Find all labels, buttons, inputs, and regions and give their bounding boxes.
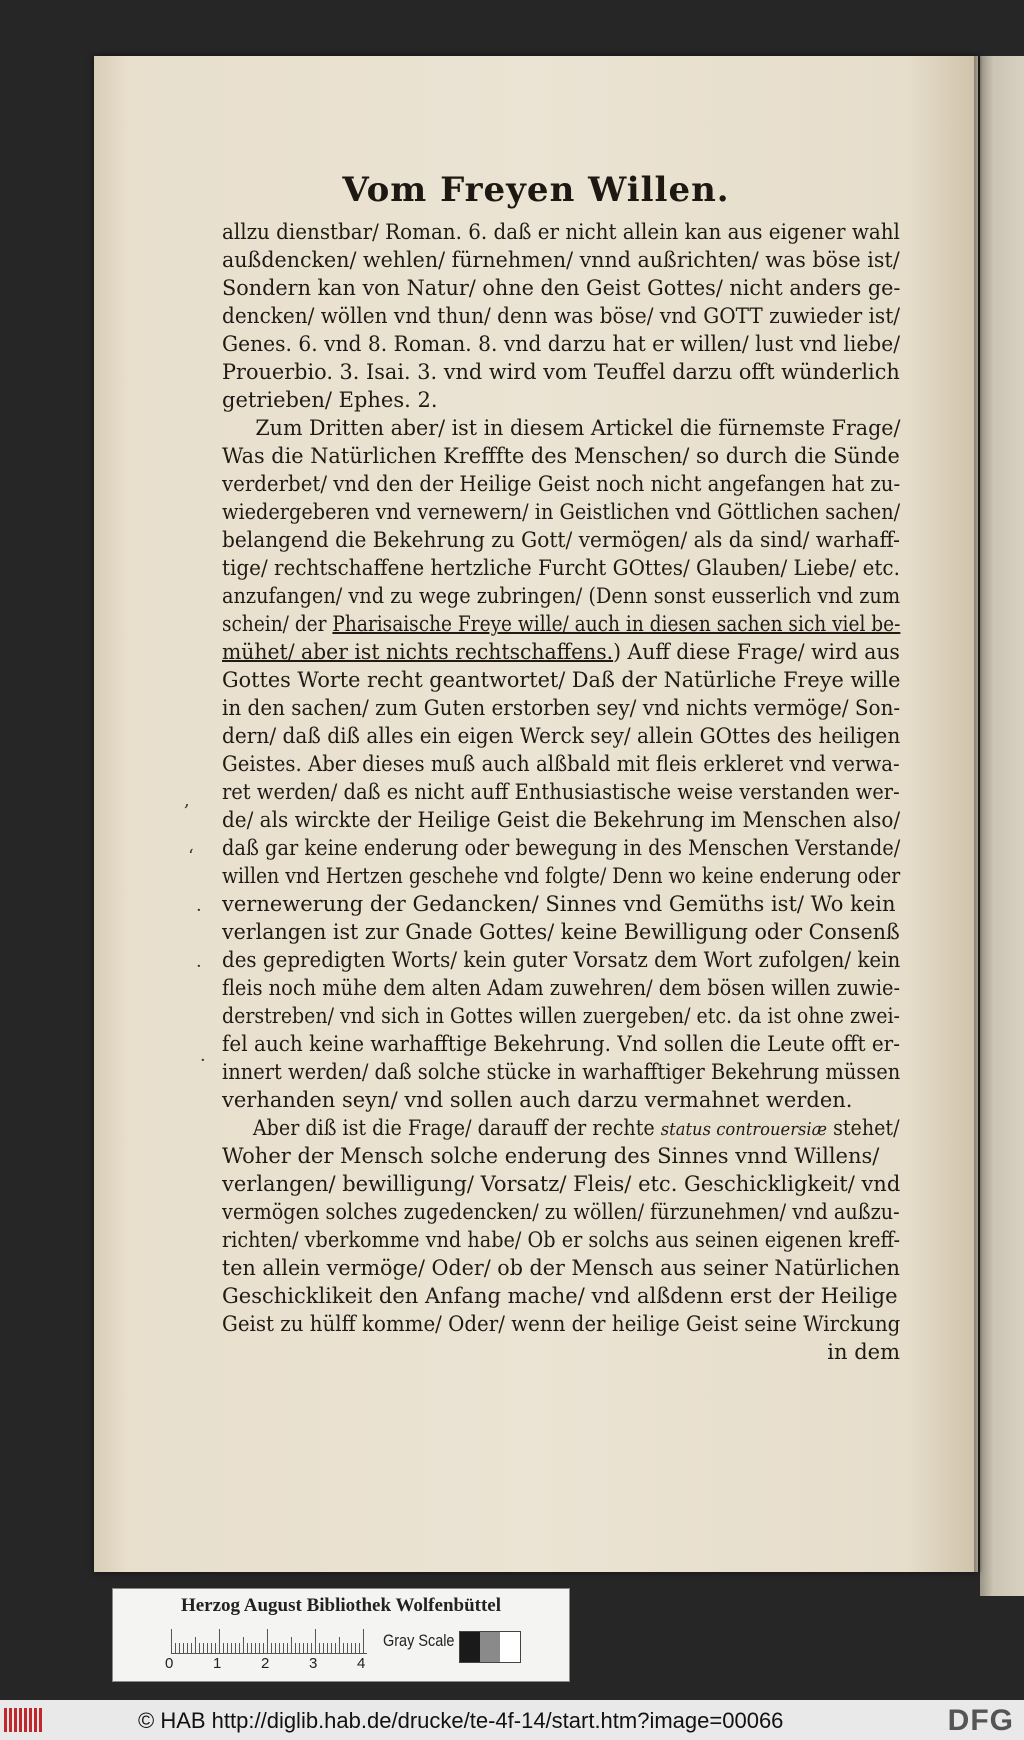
ruler-tick: [359, 1643, 360, 1653]
ruler-label: 3: [309, 1655, 318, 1672]
ruler-tick: [311, 1643, 312, 1653]
ruler-tick: [279, 1643, 280, 1653]
text-line: innert werden/ daß solche stücke in warhafftiger Bekehrung müssen: [222, 1060, 901, 1084]
text-line: Zum Dritten aber/ ist in diesem Artickel die fürnemste Frage/: [255, 416, 901, 440]
text-line: in dem: [827, 1340, 900, 1364]
ruler-label: 1: [213, 1655, 222, 1672]
text-line: Gottes Worte recht geantwortet/ Daß der Natürliche Freye wille: [222, 668, 901, 692]
running-head: Vom Freyen Willen.: [342, 170, 730, 210]
ruler-tick: [175, 1643, 176, 1653]
text-line: Was die Natürlichen Krefffte des Menschen/ so durch die Sünde: [222, 444, 900, 468]
ruler-tick: [275, 1643, 276, 1653]
text-line: in den sachen/ zum Guten erstorben sey/ vnd nichts vermöge/ Son-: [222, 696, 901, 720]
ruler-tick: [299, 1643, 300, 1653]
ruler-tick: [215, 1643, 216, 1653]
underlined-phrase: mühet/ aber ist nichts rechtschaffens.: [222, 640, 614, 664]
ruler-tick: [307, 1643, 308, 1653]
dfg-logo: DFG: [947, 1704, 1014, 1737]
gray-scale-card: [112, 1588, 570, 1682]
text-line: dern/ daß diß alles ein eigen Werck sey/ allein GOttes des heiligen: [222, 724, 901, 748]
ruler-tick: [259, 1643, 260, 1653]
ruler-tick: [219, 1629, 220, 1653]
text-line: allzu dienstbar/ Roman. 6. daß er nicht allein kan aus eigener wahl: [222, 220, 900, 244]
text-line: willen vnd Hertzen geschehe vnd folgte/ Denn wo keine enderung oder: [222, 864, 901, 888]
text-line: Geistes. Aber dieses muß auch alßbald mit fleis erkleret vnd verwa-: [222, 752, 900, 776]
ruler-tick: [235, 1643, 236, 1653]
ruler-tick: [339, 1637, 340, 1653]
ruler-tick: [243, 1637, 244, 1653]
text-line: schein/ der Pharisaische Freye wille/ auch in diesen sachen sich viel be-: [222, 612, 901, 636]
footer-url[interactable]: © HAB http://diglib.hab.de/drucke/te-4f-14/start.htm?image=00066: [138, 1708, 784, 1733]
ruler-tick: [327, 1643, 328, 1653]
text-line: verlangen ist zur Gnade Gottes/ keine Bewilligung oder Consenß: [222, 920, 900, 944]
hab-logo-icon: [4, 1708, 44, 1732]
ruler-tick: [231, 1643, 232, 1653]
ruler-tick: [251, 1643, 252, 1653]
ruler-tick: [223, 1643, 224, 1653]
text-line: wiedergeberen vnd vernewern/ in Geistlichen vnd Göttlichen sachen/: [222, 500, 901, 524]
ruler-tick: [295, 1643, 296, 1653]
text-line: belangend die Bekehrung zu Gott/ vermögen/ als da sind/ warhaff-: [222, 528, 900, 552]
ruler-tick: [363, 1629, 364, 1653]
text-line: außdencken/ wehlen/ fürnehmen/ vnnd außrichten/ was böse ist/: [222, 248, 900, 272]
ruler-tick: [187, 1643, 188, 1653]
swatch-dark: [460, 1632, 480, 1662]
text-line: Sondern kan von Natur/ ohne den Geist Gottes/ nicht anders ge-: [222, 276, 901, 300]
text-line: Geist zu hülff komme/ Oder/ wenn der heilige Geist seine Wirckung: [222, 1312, 901, 1336]
text-line: Prouerbio. 3. Isai. 3. vnd wird vom Teuffel darzu offt wünderlich: [222, 360, 900, 384]
ruler-tick: [335, 1643, 336, 1653]
ruler-tick: [263, 1643, 264, 1653]
text-line: verlangen/ bewilligung/ Vorsatz/ Fleis/ etc. Geschickligkeit/ vnd: [222, 1172, 901, 1196]
ruler-tick: [227, 1643, 228, 1653]
ruler-tick: [255, 1643, 256, 1653]
ruler-tick: [195, 1637, 196, 1653]
ruler-tick: [319, 1643, 320, 1653]
swatch-mid: [480, 1632, 500, 1662]
text-line: de/ als wirckte der Heilige Geist die Bekehrung im Menschen also/: [222, 808, 901, 832]
swatch-light: [500, 1632, 520, 1662]
ruler-tick: [191, 1643, 192, 1653]
text-line: Geschicklikeit den Anfang mache/ vnd alßdenn erst der Heilige: [222, 1284, 898, 1308]
italic-phrase: status controuersiæ: [660, 1119, 828, 1140]
ruler-tick: [267, 1629, 268, 1653]
underlined-phrase: Pharisaische Freye wille/ auch in diesen sachen sich viel be-: [332, 612, 901, 636]
ruler-tick: [351, 1643, 352, 1653]
text-line: Genes. 6. vnd 8. Roman. 8. vnd darzu hat er willen/ lust vnd liebe/: [222, 332, 901, 356]
text-line: anzufangen/ vnd zu wege zubringen/ (Denn sonst eusserlich vnd zum: [222, 584, 901, 608]
ruler-tick: [291, 1637, 292, 1653]
ruler-tick: [199, 1643, 200, 1653]
text-line: ret werden/ daß es nicht auff Enthusiastische weise verstanden wer-: [222, 780, 900, 804]
ruler-label: 2: [261, 1655, 270, 1672]
text-line: verhanden seyn/ vnd sollen auch darzu vermahnet werden.: [222, 1088, 853, 1112]
ruler-tick: [303, 1643, 304, 1653]
gray-scale-label: Gray Scale: [383, 1631, 455, 1650]
ruler-tick: [207, 1643, 208, 1653]
ruler-tick: [171, 1629, 172, 1653]
ruler-tick: [179, 1643, 180, 1653]
ruler-tick: [239, 1643, 240, 1653]
card-title: Herzog August Bibliothek Wolfenbüttel: [180, 1595, 502, 1616]
page-gutter-shadow: [974, 56, 982, 1572]
ruler-tick: [203, 1643, 204, 1653]
margin-mark: ·: [196, 900, 202, 921]
ruler-tick: [323, 1643, 324, 1653]
ruler-tick: [355, 1643, 356, 1653]
text-line: Aber diß ist die Frage/ darauff der rechte status controuersiæ stehet/: [252, 1116, 900, 1140]
text-line: vermögen solches zugedencken/ zu wöllen/ fürzunehmen/ vnd außzu-: [222, 1200, 900, 1224]
gray-swatches: [459, 1631, 521, 1663]
text-line: dencken/ wöllen vnd thun/ denn was böse/ vnd GOTT zuwieder ist/: [222, 304, 900, 328]
text-line: derstreben/ vnd sich in Gottes willen zuergeben/ etc. da ist ohne zwei-: [222, 1004, 900, 1028]
text-line: vernewerung der Gedancken/ Sinnes vnd Gemüths ist/ Wo kein: [222, 892, 896, 916]
margin-mark: ·: [196, 956, 202, 977]
ruler-tick: [347, 1643, 348, 1653]
text-line: fel auch keine warhafftige Bekehrung. Vnd sollen die Leute offt er-: [222, 1032, 900, 1056]
ruler: [171, 1627, 367, 1654]
text-line: des gepredigten Worts/ kein guter Vorsatz dem Wort zufolgen/ kein: [222, 948, 901, 972]
text-line: mühet/ aber ist nichts rechtschaffens.) Auff diese Frage/ wird aus: [222, 640, 900, 664]
margin-mark: ‘: [188, 846, 194, 867]
ruler-tick: [343, 1643, 344, 1653]
ruler-tick: [247, 1643, 248, 1653]
text-line: getrieben/ Ephes. 2.: [222, 388, 438, 412]
text-line: ten allein vermöge/ Oder/ ob der Mensch aus seiner Natürlichen: [222, 1256, 900, 1280]
ruler-tick: [331, 1643, 332, 1653]
text-line: daß gar keine enderung oder bewegung in des Menschen Verstande/: [222, 836, 901, 860]
ruler-label: 0: [165, 1655, 174, 1672]
ruler-label: 4: [357, 1655, 366, 1672]
ruler-labels: [165, 1655, 385, 1675]
text-line: richten/ vberkomme vnd habe/ Ob er solchs aus seinen eigenen kreff-: [222, 1228, 900, 1252]
ruler-tick: [183, 1643, 184, 1653]
text-line: tige/ rechtschaffene hertzliche Furcht GOttes/ Glauben/ Liebe/ etc.: [222, 556, 900, 580]
ruler-tick: [287, 1643, 288, 1653]
body-text: [222, 218, 900, 1366]
text-line: Woher der Mensch solche enderung des Sinnes vnnd Willens/: [222, 1144, 880, 1168]
adjacent-page-edge: [980, 56, 1024, 1596]
margin-mark: ·: [200, 1050, 206, 1071]
text-line: fleis noch mühe dem alten Adam zuwehren/ dem bösen willen zuwie-: [222, 976, 901, 1000]
ruler-tick: [283, 1643, 284, 1653]
ruler-tick: [271, 1643, 272, 1653]
text-line: verderbet/ vnd den der Heilige Geist noch nicht angefangen hat zu-: [222, 472, 901, 496]
margin-mark: ,: [184, 790, 190, 811]
footer-bar: [0, 1700, 1024, 1740]
ruler-tick: [315, 1629, 316, 1653]
ruler-tick: [211, 1643, 212, 1653]
